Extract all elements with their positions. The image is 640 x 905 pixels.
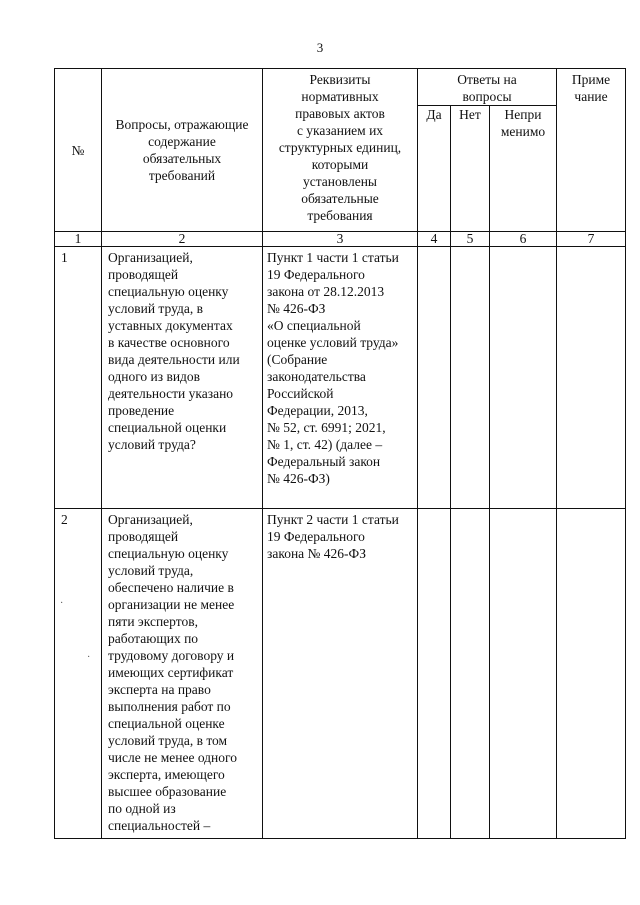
row-question: Организацией, проводящей специальную оценку условий труда, обеспечено наличие в организации не менее пяти экспертов, работающих по трудовому договору и имеющих сертификат эксперта на право выполнения работ по специальной оценке условий труда, в том числе не менее одного эксперта, имеющего высшее образование по одной из специальностей – bbox=[102, 509, 263, 839]
column-number: 5 bbox=[451, 232, 490, 247]
answer-na-cell bbox=[490, 509, 557, 839]
table-row bbox=[55, 247, 626, 509]
page-number: 3 bbox=[316, 40, 324, 55]
header-question: Вопросы, отражающие содержание обязательных требований bbox=[102, 69, 263, 232]
header-number: № bbox=[55, 69, 102, 232]
row-requisites: Пункт 2 части 1 статьи 19 Федерального закона № 426-ФЗ bbox=[263, 509, 418, 839]
answer-no-cell bbox=[451, 247, 490, 509]
column-number: 6 bbox=[490, 232, 557, 247]
header-not-applicable: Непри менимо bbox=[490, 106, 557, 232]
margin-mark: · bbox=[87, 652, 91, 663]
column-number: 1 bbox=[55, 232, 102, 247]
row-number: 2 bbox=[55, 509, 102, 839]
note-cell bbox=[557, 509, 626, 839]
column-number: 4 bbox=[418, 232, 451, 247]
requirements-table bbox=[54, 68, 626, 839]
margin-mark: · bbox=[60, 598, 64, 609]
header-requisites: Реквизиты нормативных правовых актов с указанием их структурных единиц, которыми установлены обязательные требования bbox=[263, 69, 418, 232]
header-yes: Да bbox=[418, 106, 451, 232]
answer-yes-cell bbox=[418, 247, 451, 509]
column-number: 2 bbox=[102, 232, 263, 247]
header-answers: Ответы на вопросы bbox=[418, 69, 557, 106]
row-requisites: Пункт 1 части 1 статьи 19 Федерального закона от 28.12.2013 № 426-ФЗ «О специальной оценке условий труда» (Собрание законодательства Российской Федерации, 2013, № 52, ст. 6991; 2021, № 1, ст. 42) (далее – Федеральный закон № 426-ФЗ) bbox=[263, 247, 418, 509]
row-number: 1 bbox=[55, 247, 102, 509]
header-no: Нет bbox=[451, 106, 490, 232]
note-cell bbox=[557, 247, 626, 509]
answer-na-cell bbox=[490, 247, 557, 509]
column-number: 3 bbox=[263, 232, 418, 247]
answer-yes-cell bbox=[418, 509, 451, 839]
table-row bbox=[55, 509, 626, 839]
answer-no-cell bbox=[451, 509, 490, 839]
column-number-row bbox=[55, 232, 626, 247]
header-note: Приме чание bbox=[557, 69, 626, 232]
column-number: 7 bbox=[557, 232, 626, 247]
row-question: Организацией, проводящей специальную оценку условий труда, в уставных документах в качестве основного вида деятельности или одного из видов деятельности указано проведение специальной оценки условий труда? bbox=[102, 247, 263, 509]
